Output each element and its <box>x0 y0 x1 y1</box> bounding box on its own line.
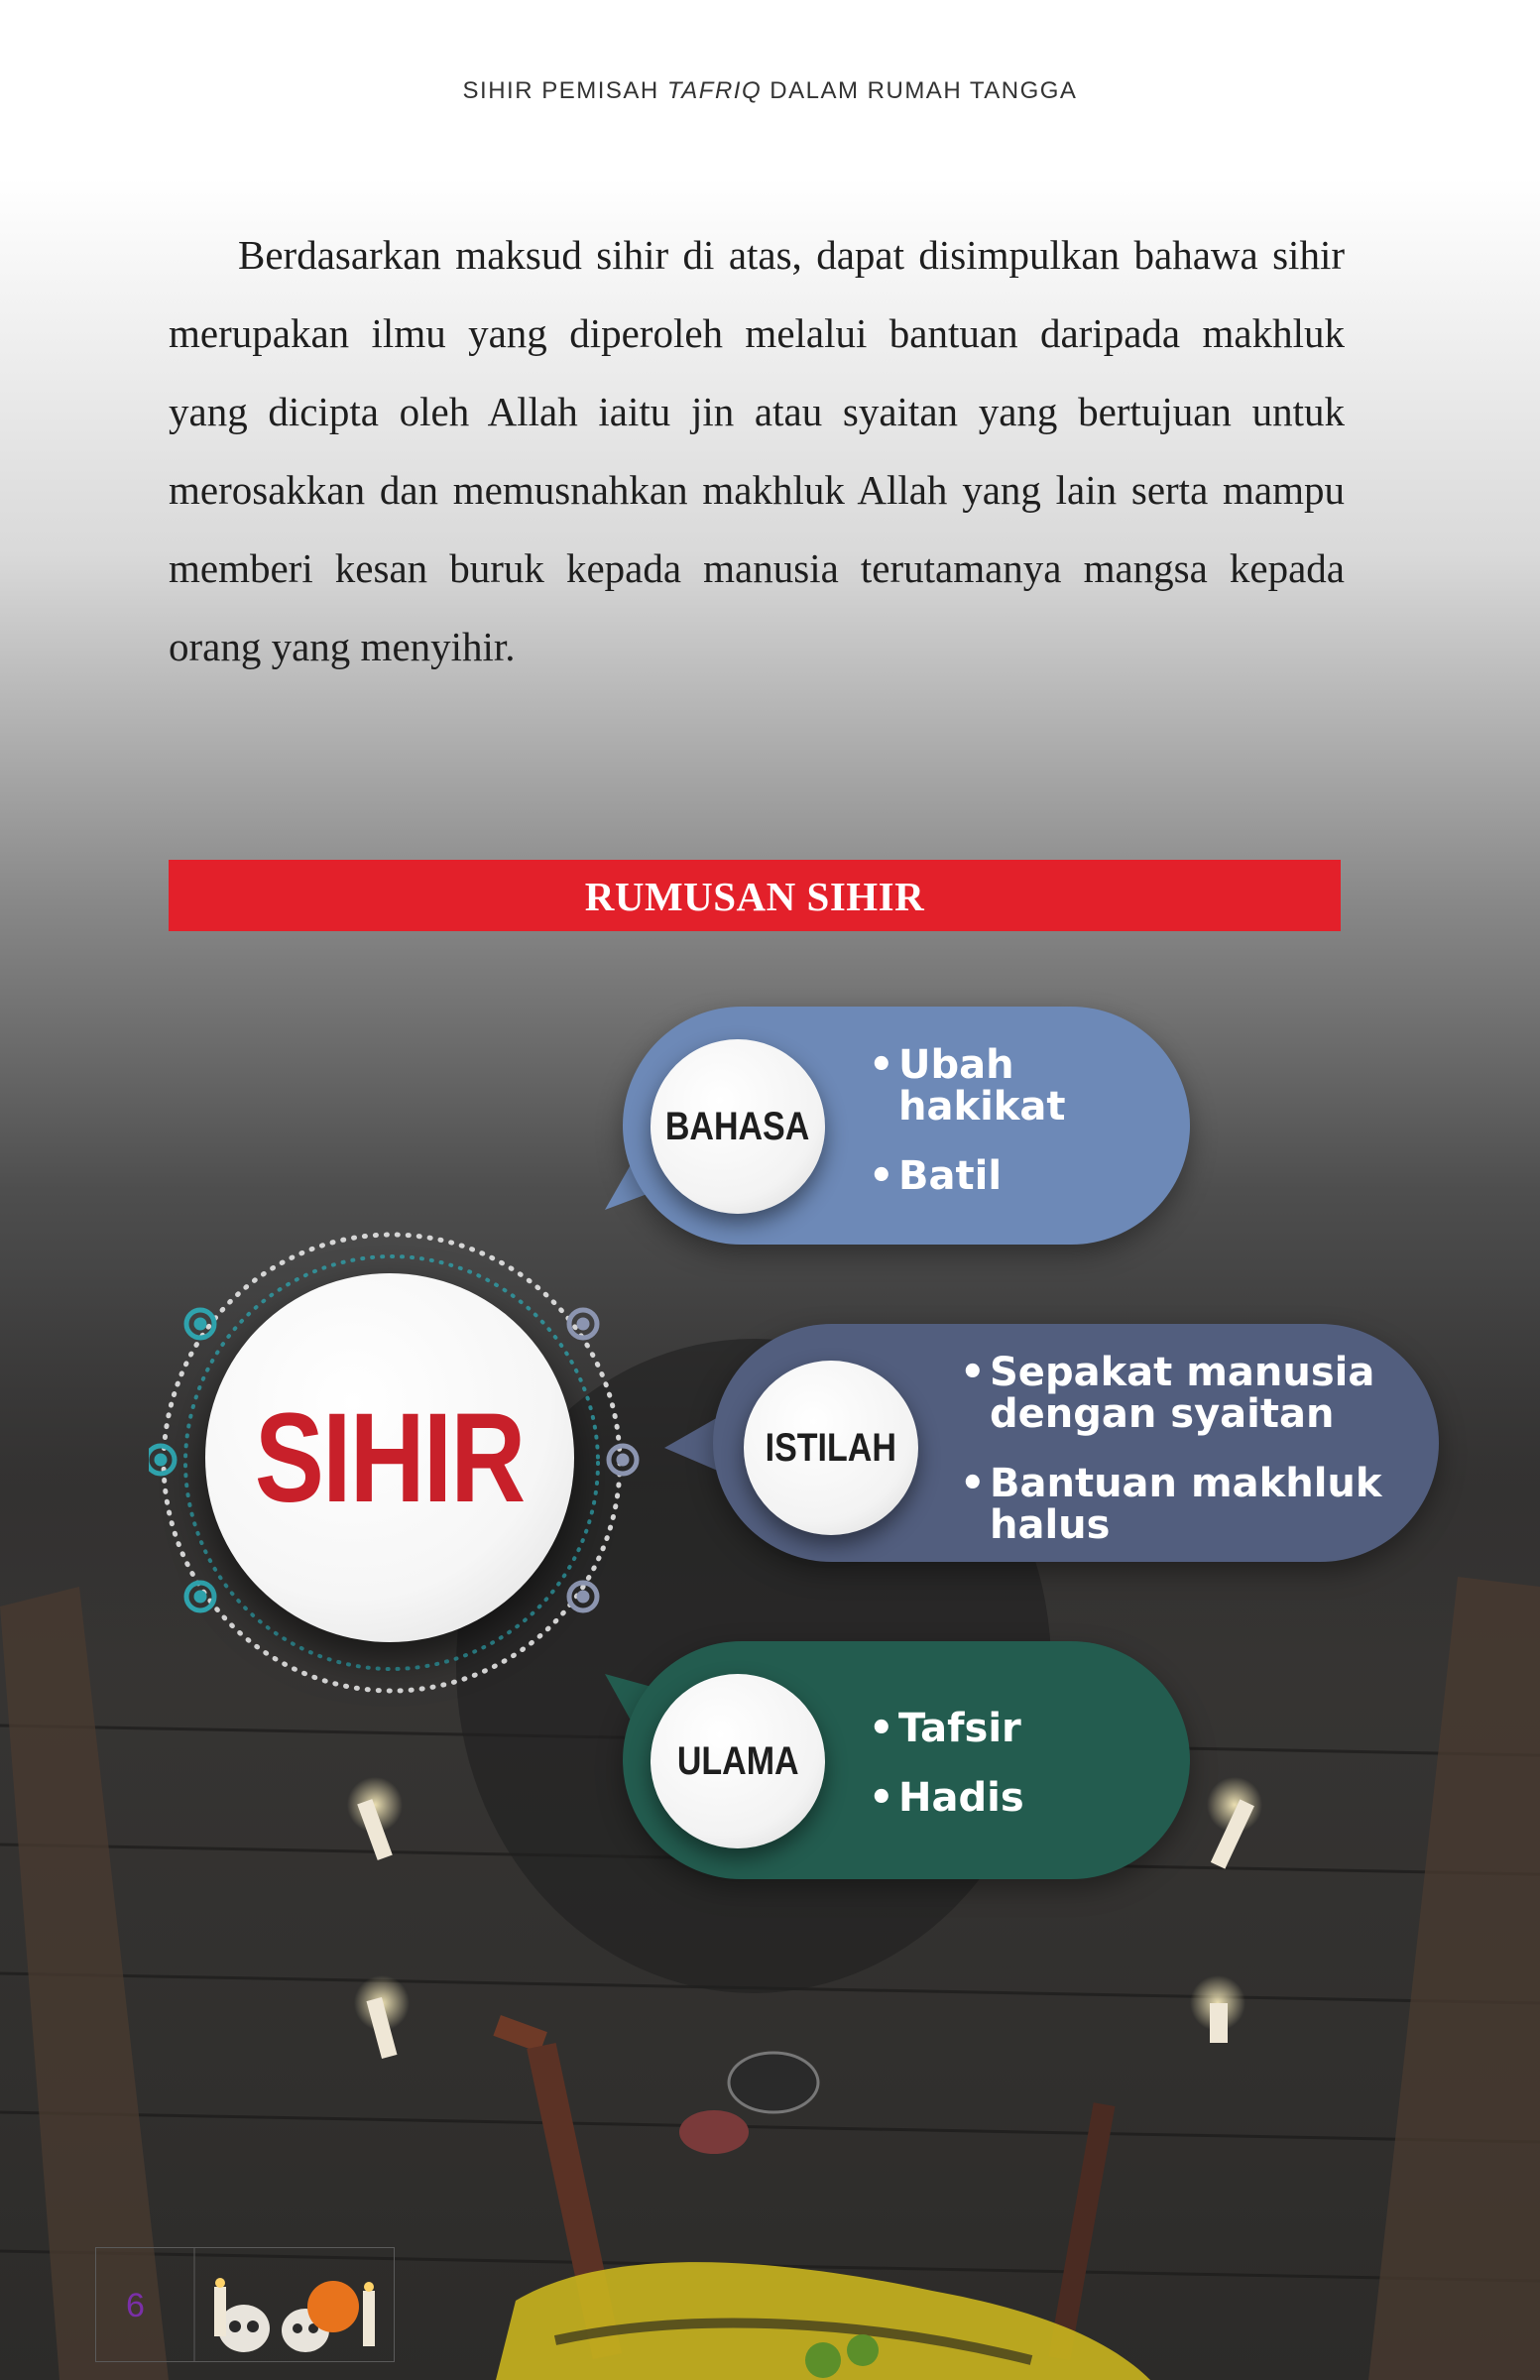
list-item: • Ubah hakikat <box>869 1044 1166 1128</box>
list-item: • Sepakat manusia dengan syaitan <box>960 1352 1426 1435</box>
ulama-list <box>869 1708 1166 1846</box>
center-sihir-circle: SIHIR <box>205 1273 574 1642</box>
body-paragraph: Berdasarkan maksud sihir di atas, dapat disimpulkan bahawa sihir merupakan ilmu yang diperoleh melalui bantuan daripada makhluk yang dicipta oleh Allah iaitu jin atau syaitan yang bertujuan untuk merosakkan dan memusnahkan makhluk Allah yang lain serta mampu memberi kesan buruk kepada manusia terutamanya mangsa kepada orang yang menyihir. <box>169 232 1345 669</box>
list-item: • Batil <box>869 1155 1166 1197</box>
istilah-badge: ISTILAH <box>744 1361 918 1535</box>
page-number: 6 <box>126 2287 145 2324</box>
bahasa-list <box>869 1044 1166 1225</box>
running-header: SIHIR PEMISAH TAFRIQ DALAM RUMAH TANGGA <box>462 77 1078 104</box>
list-item: • Bantuan makhluk halus <box>960 1463 1426 1546</box>
list-item: • Tafsir <box>869 1708 1166 1749</box>
diagram-title-bar: RUMUSAN SIHIR <box>169 860 1341 931</box>
istilah-list <box>960 1352 1426 1574</box>
ulama-badge: ULAMA <box>651 1674 825 1848</box>
list-item: • Hadis <box>869 1777 1166 1819</box>
bahasa-badge: BAHASA <box>651 1039 825 1214</box>
